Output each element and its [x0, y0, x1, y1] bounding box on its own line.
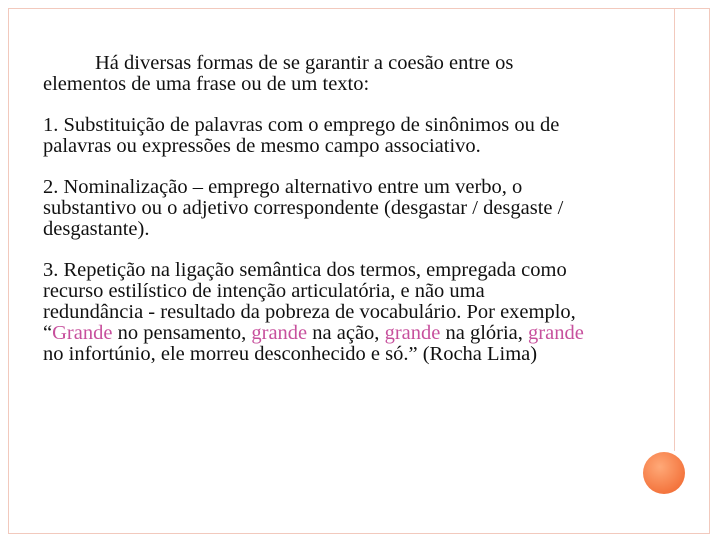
- highlight-word-2: grande: [251, 322, 308, 344]
- highlight-word-3: grande: [384, 322, 441, 344]
- item-1-paragraph: [43, 115, 683, 157]
- quote-text-2: na ação,: [307, 322, 385, 344]
- intro-line-2: elementos de uma frase ou de um texto:: [43, 73, 370, 95]
- slide-body: [43, 53, 683, 385]
- item-2-line-2: substantivo ou o adjetivo correspondente (desgastar / desgaste /: [43, 197, 564, 219]
- item-3-paragraph: [43, 260, 683, 365]
- highlight-word-4: grande: [528, 322, 584, 344]
- item-2-line-3: desgastante).: [43, 218, 150, 240]
- intro-paragraph: [43, 53, 683, 95]
- item-3-line-1: 3. Repetição na ligação semântica dos termos, empregada como: [43, 259, 567, 281]
- highlight-word-1: Grande: [52, 322, 113, 344]
- item-2-paragraph: [43, 177, 683, 240]
- item-3-line-3: redundância - resultado da pobreza de vocabulário. Por exemplo,: [43, 301, 576, 323]
- item-2-line-1: 2. Nominalização – emprego alternativo entre um verbo, o: [43, 176, 523, 198]
- quote-text-1: no pensamento,: [112, 322, 252, 344]
- item-3-line-2: recurso estilístico de intenção articulatória, e não uma: [43, 280, 485, 302]
- item-1-line-2: palavras ou expressões de mesmo campo associativo.: [43, 135, 481, 157]
- intro-line-1: Há diversas formas de se garantir a coesão entre os: [95, 52, 514, 74]
- decorative-orange-circle: [643, 452, 685, 494]
- quote-open-mark: “: [43, 322, 53, 344]
- item-1-line-1: 1. Substituição de palavras com o emprego de sinônimos ou de: [43, 114, 560, 136]
- quote-line-2: no infortúnio, ele morreu desconhecido e só.” (Rocha Lima): [43, 343, 538, 365]
- quote-line-1: [43, 323, 683, 344]
- quote-text-3: na glória,: [440, 322, 529, 344]
